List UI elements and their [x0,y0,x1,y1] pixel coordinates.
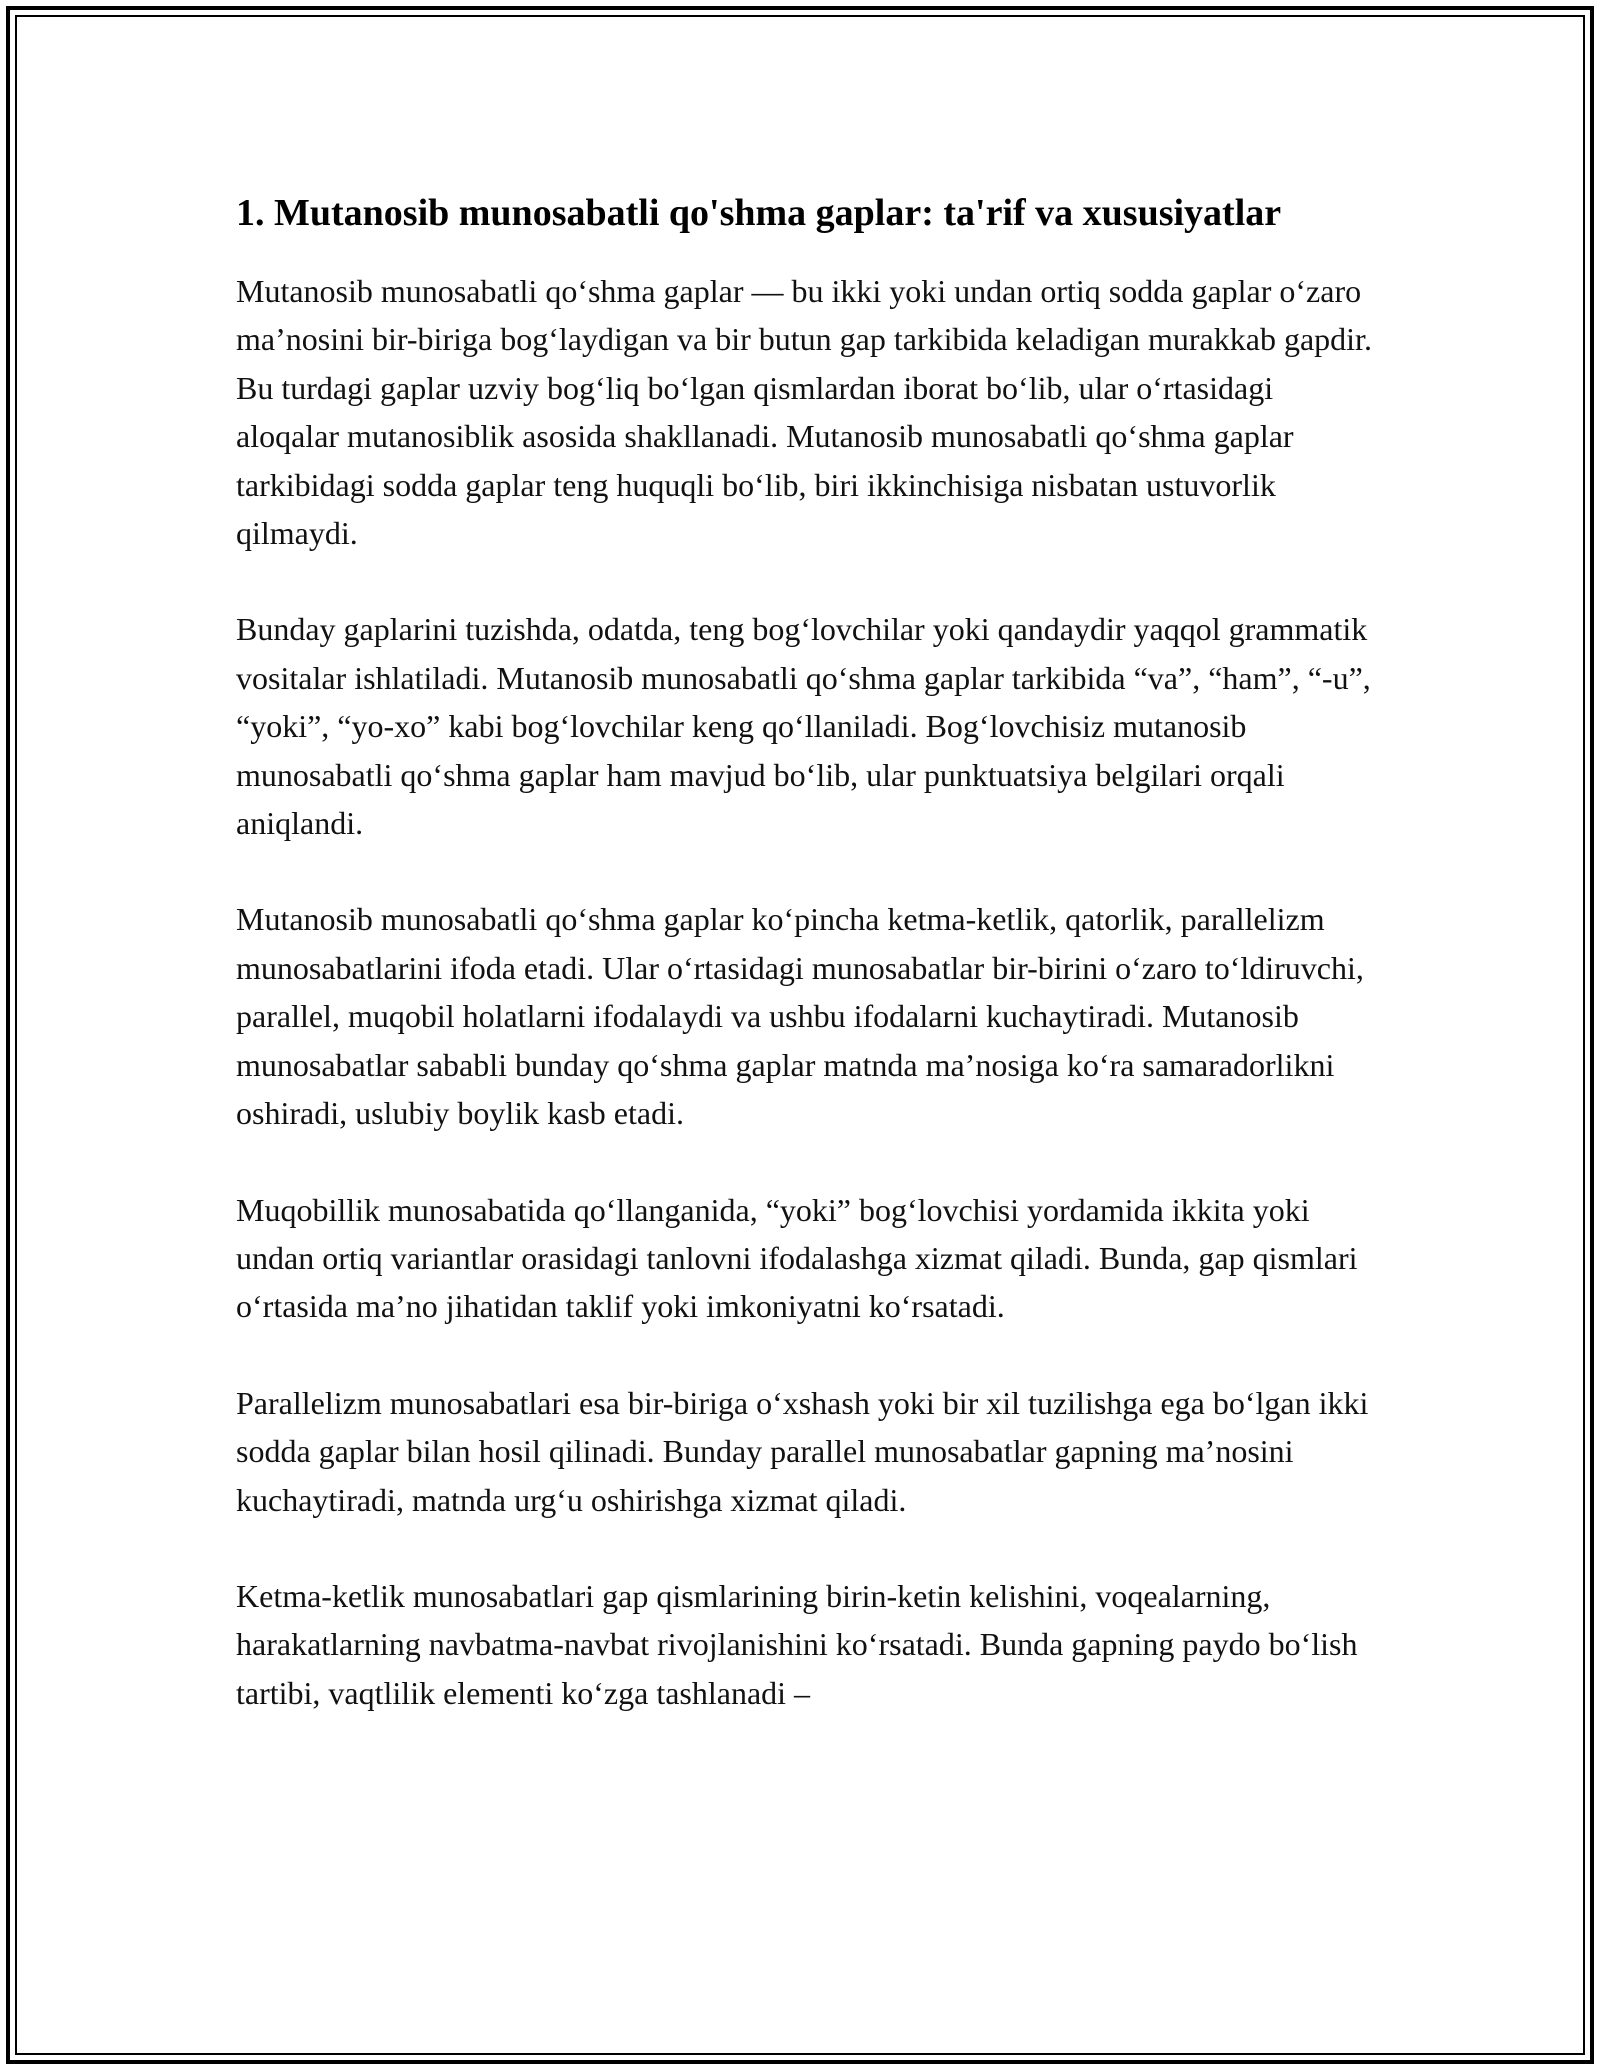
paragraph-parallelism: Parallelizm munosabatlari esa bir-biriga o‘xshash yoki bir xil tuzilishga ega bo‘lgan ikki sodda gaplar bilan hosil qilinadi. Bunday parallel munosabatlar gapning ma’nosini kuchaytiradi, matnda urg‘u oshirishga xizmat qiladi. [236,1384,1369,1518]
paragraph-definition: Mutanosib munosabatli qo‘shma gaplar — bu ikki yoki undan ortiq sodda gaplar o‘zaro ma’nosini bir-biriga bog‘laydigan va bir butun gap tarkibida keladigan murakkab gapdir. Bu turdagi gaplar uzviy bog‘liq bo‘lgan qismlardan iborat bo‘lib, ular o‘rtasidagi aloqalar mutanosiblik asosida shakllanadi. Mutanosib munosabatli qo‘shma gaplar tarkibidagi sodda gaplar teng huquqli bo‘lib, biri ikkinchisiga nisbatan ustuvorlik qilmaydi. [236,273,1372,552]
document-body [236,186,1376,1765]
paragraph-alternative: Muqobillik munosabatida qo‘llanganida, “yoki” bog‘lovchisi yordamida ikkita yoki undan ortiq variantlar orasidagi tanlovni ifodalashga xizmat qiladi. Bunda, gap qismlari o‘rtasida ma’no jihatidan taklif yoki imkoniyatni ko‘rsatadi. [236,1191,1358,1325]
paragraph-relations: Mutanosib munosabatli qo‘shma gaplar ko‘pincha ketma-ketlik, qatorlik, parallelizm munosabatlarini ifoda etadi. Ular o‘rtasidagi munosabatlar bir-birini o‘zaro to‘ldiruvchi, parallel, muqobil holatlarni ifodalaydi va ushbu ifodalarni kuchaytiradi. Mutanosib munosabatlar sababli bunday qo‘shma gaplar matnda ma’nosiga ko‘ra samaradorlikni oshiradi, uslubiy boylik kasb etadi. [236,901,1364,1132]
paragraph-sequence: Ketma-ketlik munosabatlari gap qismlarining birin-ketin kelishini, voqealarning, harakatlarning navbatma-navbat rivojlanishini ko‘rsatadi. Bunda gapning paydo bo‘lish tartibi, vaqtlilik elementi ko‘zga tashlanadi – [236,1577,1358,1711]
paragraph-conjunctions: Bunday gaplarini tuzishda, odatda, teng bog‘lovchilar yoki qandaydir yaqqol grammatik vositalar ishlatiladi. Mutanosib munosabatli qo‘shma gaplar tarkibida “va”, “ham”, “-u”, “yoki”, “yo-xo” kabi bog‘lovchilar keng qo‘llaniladi. Bog‘lovchisiz mutanosib munosabatli qo‘shma gaplar ham mavjud bo‘lib, ular punktuatsiya belgilari orqali aniqlandi. [236,611,1371,842]
section-heading: 1. Mutanosib munosabatli qo'shma gaplar: ta'rif va xususiyatlar [236,192,1282,234]
